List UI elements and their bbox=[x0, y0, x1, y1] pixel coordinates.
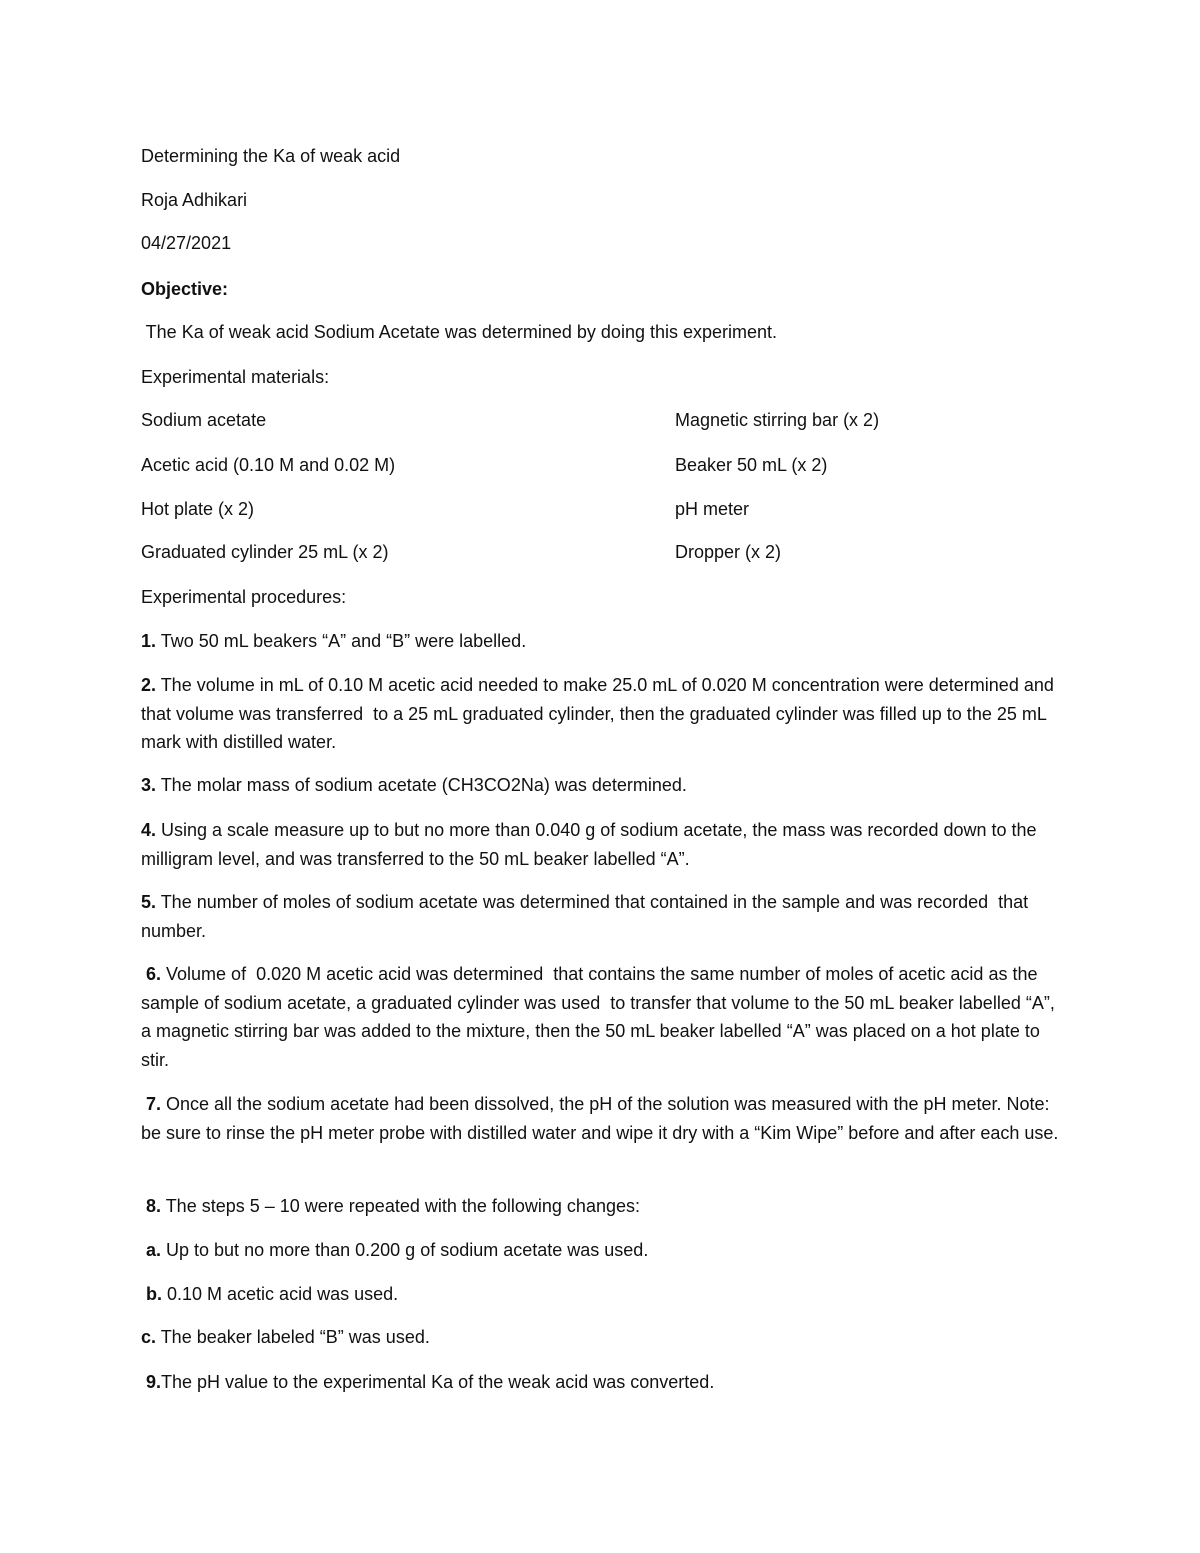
material-item: Dropper (x 2) bbox=[675, 542, 782, 562]
step-number: 9. bbox=[141, 1372, 162, 1392]
material-item: Graduated cylinder 25 mL (x 2) bbox=[141, 542, 389, 562]
procedure-step bbox=[141, 960, 1061, 1074]
step-text: Up to but no more than 0.200 g of sodium acetate was used. bbox=[161, 1240, 649, 1260]
step-number: 1. bbox=[141, 631, 157, 651]
procedure-step bbox=[141, 671, 1061, 757]
step-number: 8. bbox=[141, 1196, 162, 1216]
material-item: pH meter bbox=[675, 499, 750, 519]
step-text: The number of moles of sodium acetate was determined that contained in the sample and was recorded that number. bbox=[141, 892, 1034, 941]
step-number: a. bbox=[141, 1240, 162, 1260]
procedure-step bbox=[141, 888, 1061, 945]
document-title: Determining the Ka of weak acid bbox=[141, 146, 401, 166]
step-number: 2. bbox=[141, 675, 157, 695]
material-item: Magnetic stirring bar (x 2) bbox=[675, 410, 880, 430]
procedure-step bbox=[141, 816, 1061, 873]
objective-text: The Ka of weak acid Sodium Acetate was determined by doing this experiment. bbox=[141, 322, 778, 342]
step-text: The beaker labeled “B” was used. bbox=[156, 1327, 430, 1347]
step-text: 0.10 M acetic acid was used. bbox=[162, 1284, 399, 1304]
step-number: 6. bbox=[141, 964, 162, 984]
document-date: 04/27/2021 bbox=[141, 233, 232, 253]
step-text: The pH value to the experimental Ka of the weak acid was converted. bbox=[161, 1372, 715, 1392]
material-item: Acetic acid (0.10 M and 0.02 M) bbox=[141, 455, 396, 475]
step-text: Using a scale measure up to but no more than 0.040 g of sodium acetate, the mass was recorded down to the milligram level, and was transferred to the 50 mL beaker labelled “A”. bbox=[141, 820, 1042, 869]
objective-heading: Objective: bbox=[141, 279, 229, 299]
material-item: Hot plate (x 2) bbox=[141, 499, 255, 519]
step-text: Volume of 0.020 M acetic acid was determined that contains the same number of moles of acetic acid as the sample of sodium acetate, a graduated cylinder was used to transfer that volume to the 50 mL beaker labelled “A”, a magnetic stirring bar was added to the mixture, then the 50 mL beaker labelled “A” was placed on a hot plate to stir. bbox=[141, 964, 1060, 1070]
procedure-step bbox=[141, 1090, 1061, 1147]
step-number: 4. bbox=[141, 820, 157, 840]
step-text: Once all the sodium acetate had been dissolved, the pH of the solution was measured with the pH meter. Note: be sure to rinse the pH meter probe with distilled water and wipe it dry with a “Kim Wipe” before and after each use. bbox=[141, 1094, 1059, 1143]
step-number: 3. bbox=[141, 775, 157, 795]
procedure-step bbox=[141, 771, 1061, 800]
procedure-substep bbox=[141, 1236, 1061, 1265]
material-item: Beaker 50 mL (x 2) bbox=[675, 455, 828, 475]
material-item: Sodium acetate bbox=[141, 410, 267, 430]
step-text: The volume in mL of 0.10 M acetic acid needed to make 25.0 mL of 0.020 M concentration were determined and that volume was transferred to a 25 mL graduated cylinder, then the graduated cylinder was filled up to the 25 mL mark with distilled water. bbox=[141, 675, 1059, 752]
author-name: Roja Adhikari bbox=[141, 190, 248, 210]
procedure-substep bbox=[141, 1280, 1061, 1309]
step-number: b. bbox=[141, 1284, 162, 1304]
materials-heading: Experimental materials: bbox=[141, 367, 330, 387]
procedure-step bbox=[141, 627, 1061, 656]
procedures-heading: Experimental procedures: bbox=[141, 587, 347, 607]
step-text: Two 50 mL beakers “A” and “B” were labelled. bbox=[156, 631, 527, 651]
step-number: 5. bbox=[141, 892, 157, 912]
procedure-substep bbox=[141, 1323, 1061, 1352]
step-number: 7. bbox=[141, 1094, 162, 1114]
step-text: The molar mass of sodium acetate (CH3CO2Na) was determined. bbox=[156, 775, 687, 795]
step-number: c. bbox=[141, 1327, 157, 1347]
step-text: The steps 5 – 10 were repeated with the following changes: bbox=[161, 1196, 640, 1216]
procedure-step bbox=[141, 1368, 1061, 1397]
procedure-step bbox=[141, 1192, 1061, 1221]
